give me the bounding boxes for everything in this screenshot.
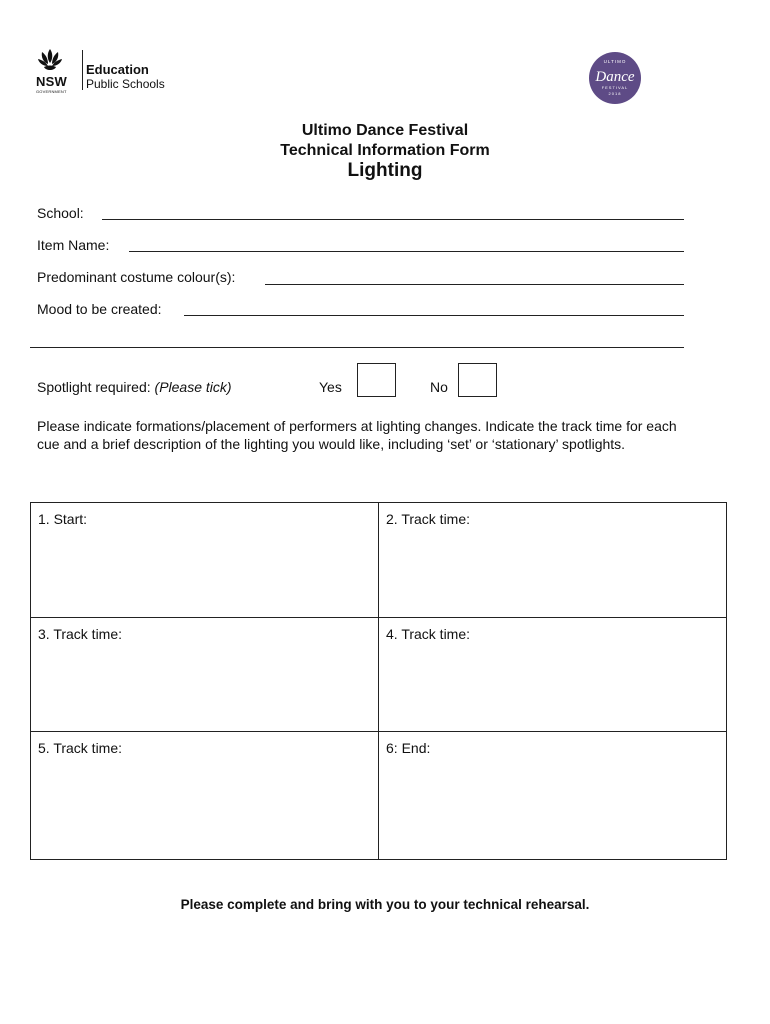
spotlight-label-text: Spotlight required:	[37, 379, 151, 395]
cue-cell-start[interactable]	[31, 503, 378, 617]
item-name-field[interactable]	[129, 251, 684, 252]
cue-label: 1. Start:	[38, 511, 88, 527]
spotlight-hint: (Please tick)	[154, 379, 232, 395]
nsw-logo-text: NSW	[36, 74, 67, 89]
cue-cell-2[interactable]	[379, 503, 727, 617]
spotlight-label	[37, 379, 232, 395]
festival-logo-main: Dance	[595, 69, 635, 85]
spotlight-yes-label: Yes	[319, 379, 342, 395]
education-label: Education	[86, 62, 149, 77]
cue-label: 3. Track time:	[38, 626, 123, 642]
mood-field[interactable]	[184, 315, 684, 316]
spotlight-no-checkbox[interactable]	[458, 363, 497, 397]
mood-field-continued[interactable]	[30, 347, 684, 348]
cue-cell-4[interactable]	[379, 618, 727, 731]
form-title-form: Technical Information Form	[280, 142, 490, 159]
instructions-text: Please indicate formations/placement of performers at lighting changes. Indicate the track time for each cue and a brief description of the lighting you would like, including ‘set’ or ‘stationary’ spotlights.	[37, 418, 677, 452]
cue-cell-5[interactable]	[31, 732, 378, 859]
festival-logo-year: 2018	[608, 91, 622, 96]
spotlight-yes-checkbox[interactable]	[357, 363, 396, 397]
nsw-logo-sub: GOVERNMENT	[36, 89, 67, 94]
school-label: School:	[37, 205, 84, 221]
spotlight-no-label: No	[430, 379, 448, 395]
cue-label: 6: End:	[386, 740, 431, 756]
cue-label: 5. Track time:	[38, 740, 123, 756]
cue-label: 2. Track time:	[386, 511, 471, 527]
logo-divider	[82, 50, 83, 90]
footer-note: Please complete and bring with you to your technical rehearsal.	[180, 897, 590, 912]
costume-colour-label: Predominant costume colour(s):	[37, 269, 236, 285]
festival-logo	[582, 50, 648, 106]
form-title-lighting: Lighting	[347, 160, 423, 181]
form-title-festival: Ultimo Dance Festival	[301, 122, 469, 139]
item-name-label: Item Name:	[37, 237, 110, 253]
mood-label: Mood to be created:	[37, 301, 162, 317]
festival-logo-bottom: FESTIVAL	[601, 85, 629, 90]
cue-grid	[30, 502, 727, 860]
festival-logo-top: ULTIMO	[603, 59, 627, 64]
school-field[interactable]	[102, 219, 684, 220]
costume-colour-field[interactable]	[265, 284, 684, 285]
cue-label: 4. Track time:	[386, 626, 471, 642]
cue-cell-3[interactable]	[31, 618, 378, 731]
public-schools-label: Public Schools	[86, 77, 165, 91]
nsw-education-logo	[36, 46, 176, 92]
cue-cell-end[interactable]	[379, 732, 727, 859]
